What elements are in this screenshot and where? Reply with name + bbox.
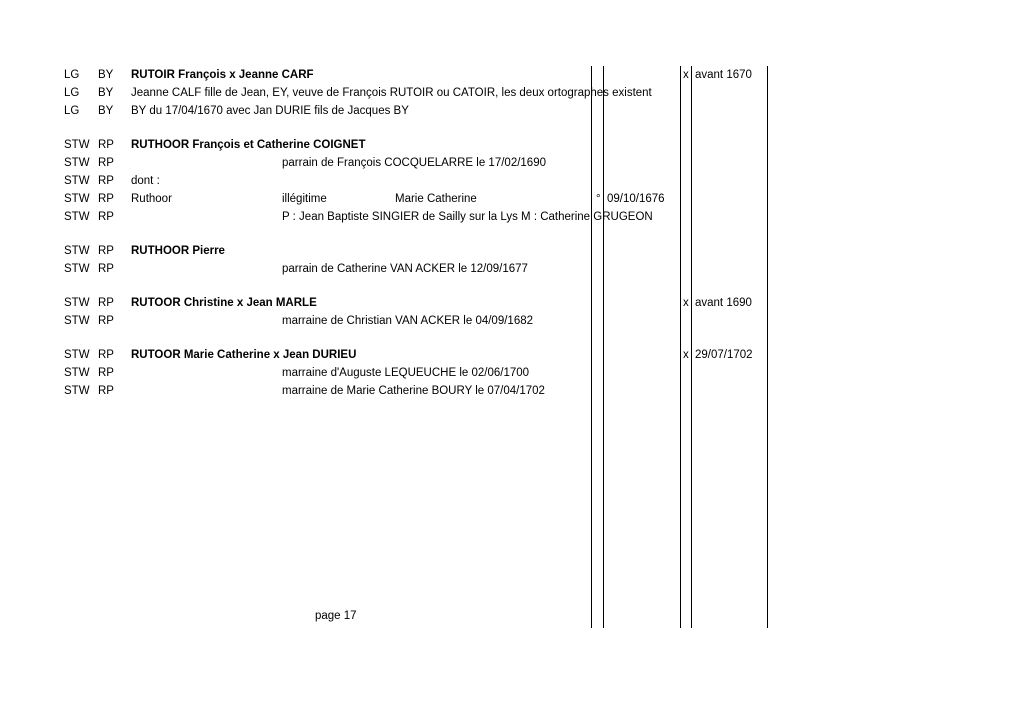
parish-code: STW — [64, 297, 90, 309]
entry-name: RUTHOOR Pierre — [131, 245, 225, 257]
source-code: RP — [98, 157, 114, 169]
parish-code: STW — [64, 367, 90, 379]
source-code: RP — [98, 367, 114, 379]
entry-name: RUTOIR François x Jeanne CARF — [131, 69, 314, 81]
parish-code: STW — [64, 139, 90, 151]
entry-note: BY du 17/04/1670 avec Jan DURIE fils de Jacques BY — [131, 105, 409, 117]
parish-code: LG — [64, 69, 80, 81]
marriage-date: 29/07/1702 — [695, 349, 753, 361]
source-code: RP — [98, 297, 114, 309]
child-name: Marie Catherine — [395, 193, 477, 205]
entry-name: RUTHOOR François et Catherine COIGNET — [131, 139, 366, 151]
source-code: RP — [98, 139, 114, 151]
marriage-date: avant 1690 — [695, 297, 752, 309]
entry-name: Ruthoor — [131, 193, 172, 205]
marriage-date: avant 1670 — [695, 69, 752, 81]
birth-date: 09/10/1676 — [607, 193, 665, 205]
column-rule-5 — [767, 66, 768, 628]
parish-code: LG — [64, 87, 80, 99]
source-code: BY — [98, 87, 114, 99]
source-code: RP — [98, 385, 114, 397]
column-rule-4 — [691, 66, 692, 628]
parish-code: STW — [64, 385, 90, 397]
source-code: BY — [98, 69, 114, 81]
parish-code: STW — [64, 193, 90, 205]
entry-detail: parrain de François COCQUELARRE le 17/02/1690 — [282, 157, 546, 169]
entry-detail: marraine de Marie Catherine BOURY le 07/04/1702 — [282, 385, 545, 397]
entry-note: Jeanne CALF fille de Jean, EY, veuve de François RUTOIR ou CATOIR, les deux ortographes existent — [131, 87, 652, 99]
entry-name: RUTOOR Christine x Jean MARLE — [131, 297, 317, 309]
source-code: BY — [98, 105, 114, 117]
entry-status: illégitime — [282, 193, 327, 205]
column-rule-3 — [680, 66, 681, 628]
entry-note: dont : — [131, 175, 160, 187]
column-rule-1 — [591, 66, 592, 628]
entry-name: RUTOOR Marie Catherine x Jean DURIEU — [131, 349, 357, 361]
parish-code: STW — [64, 175, 90, 187]
birth-symbol: ° — [596, 193, 601, 205]
source-code: RP — [98, 263, 114, 275]
entry-detail: marraine de Christian VAN ACKER le 04/09/1682 — [282, 315, 534, 327]
entry-detail: P : Jean Baptiste SINGIER de Sailly sur la Lys M : Catherine GRUGEON — [282, 211, 653, 223]
source-code: RP — [98, 245, 114, 257]
page-number: page 17 — [315, 610, 357, 622]
column-rule-2 — [603, 66, 604, 628]
source-code: RP — [98, 211, 114, 223]
parish-code: STW — [64, 263, 90, 275]
parish-code: STW — [64, 211, 90, 223]
source-code: RP — [98, 349, 114, 361]
marriage-mark: x — [683, 297, 689, 309]
source-code: RP — [98, 193, 114, 205]
source-code: RP — [98, 315, 114, 327]
parish-code: LG — [64, 105, 80, 117]
marriage-mark: x — [683, 349, 689, 361]
source-code: RP — [98, 175, 114, 187]
parish-code: STW — [64, 349, 90, 361]
entry-detail: marraine d'Auguste LEQUEUCHE le 02/06/1700 — [282, 367, 530, 379]
parish-code: STW — [64, 245, 90, 257]
parish-code: STW — [64, 157, 90, 169]
parish-code: STW — [64, 315, 90, 327]
marriage-mark: x — [683, 69, 689, 81]
entry-detail: parrain de Catherine VAN ACKER le 12/09/1677 — [282, 263, 528, 275]
